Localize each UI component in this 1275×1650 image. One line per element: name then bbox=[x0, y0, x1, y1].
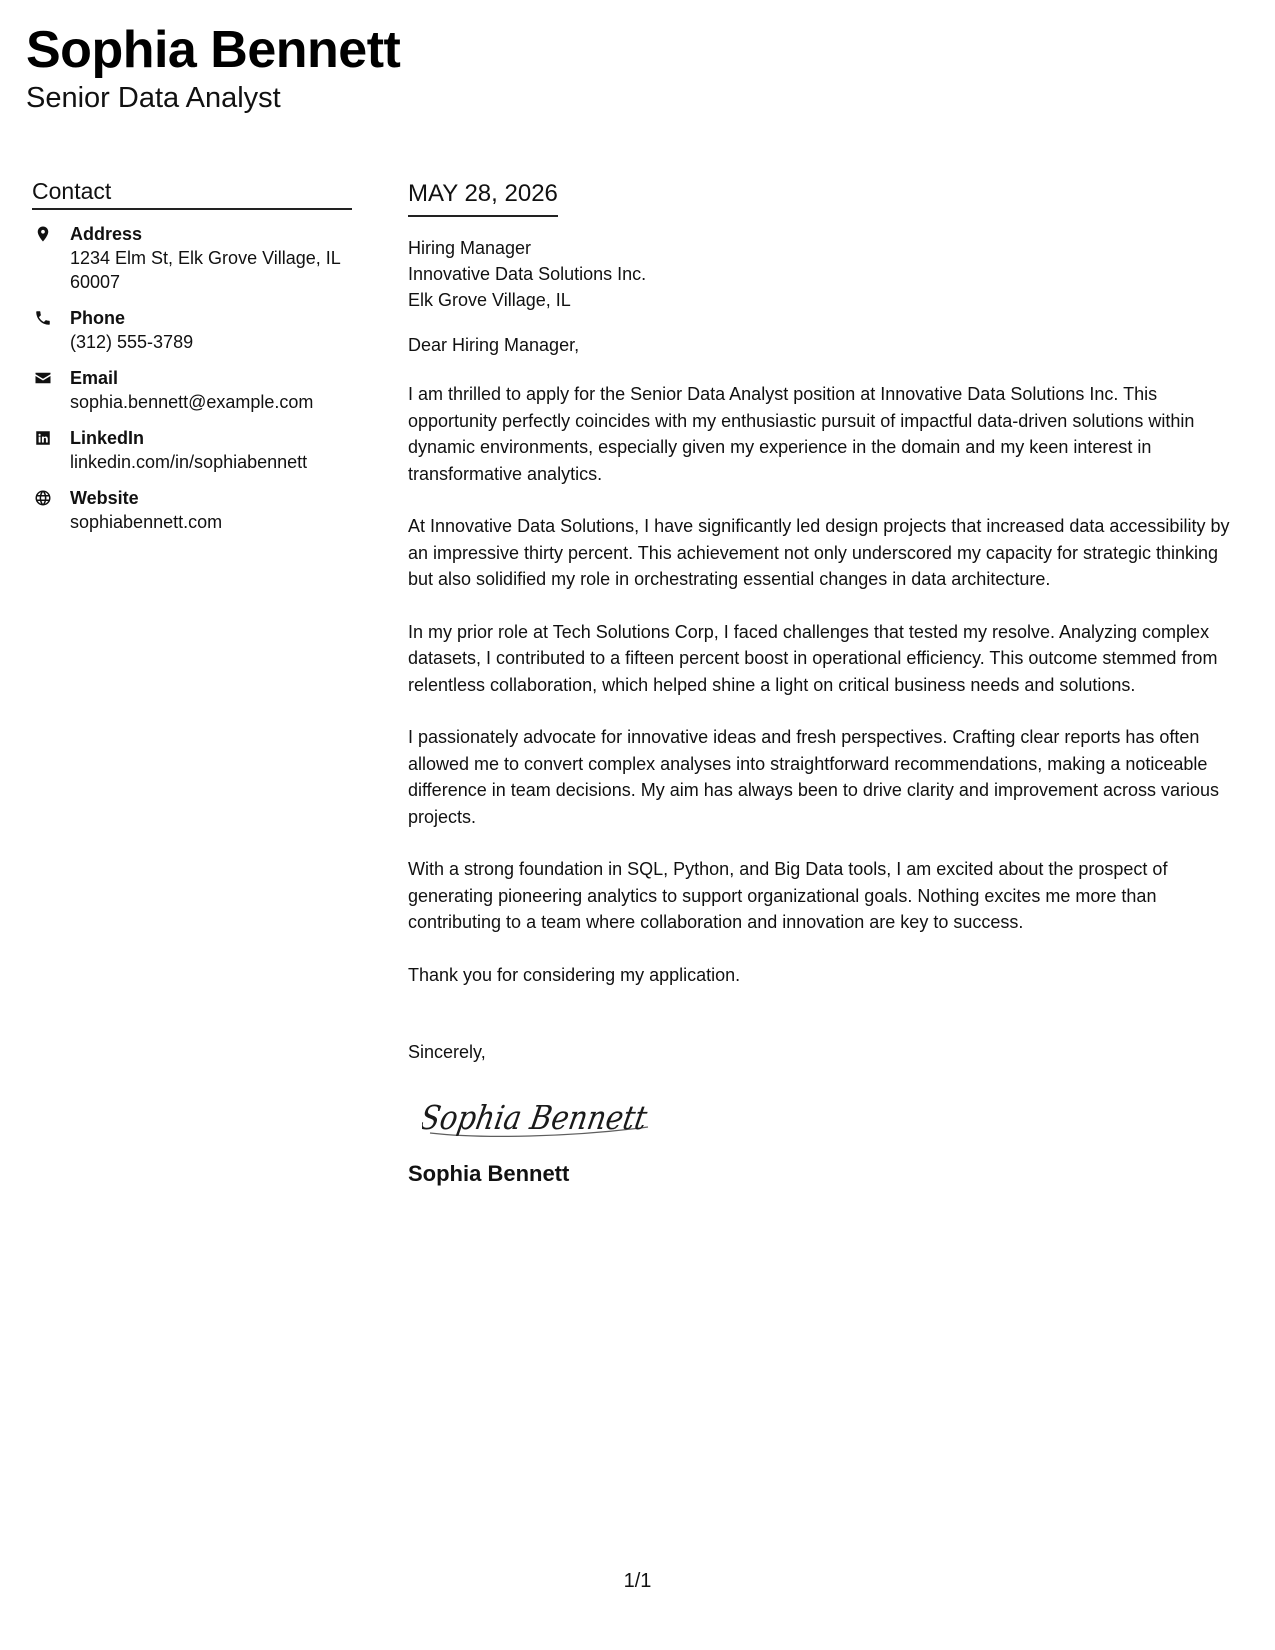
linkedin-label: LinkedIn bbox=[70, 427, 145, 448]
contact-sidebar bbox=[32, 178, 352, 534]
contact-address bbox=[32, 222, 352, 294]
phone-value: (312) 555-3789 bbox=[70, 331, 194, 352]
handwritten-signature bbox=[422, 1087, 662, 1147]
body-paragraph: In my prior role at Tech Solutions Corp, I faced challenges that tested my resolve. Analyzing complex datasets, I contributed to a fifteen percent boost in operational efficiency. This outcome stemmed from relentless collaboration, which helped shine a light on critical business needs and solutions. bbox=[408, 621, 1218, 695]
body-paragraph: I am thrilled to apply for the Senior Data Analyst position at Innovative Data Solutions Inc. This opportunity perfectly coincides with my enthusiastic pursuit of impactful data-driven solutions within dynamic environments, especially given my experience in the domain and my keen interest in transformative analytics. bbox=[408, 384, 1195, 484]
applicant-title: Senior Data Analyst bbox=[26, 82, 281, 115]
map-pin-icon bbox=[32, 223, 54, 245]
body-paragraph: At Innovative Data Solutions, I have significantly led design projects that increased data accessibility by an impressive thirty percent. This achievement not only underscored my capacity for strategic thinking but also solidified my role in orchestrating essential changes in data architecture. bbox=[408, 516, 1230, 590]
globe-icon bbox=[32, 487, 54, 509]
body-paragraph: With a strong foundation in SQL, Python, and Big Data tools, I am excited about the prospect of generating pioneering analytics to support organizational goals. Nothing excites me more than contributing to a team where collaboration and innovation are key to success. bbox=[408, 859, 1168, 933]
closing: Sincerely, bbox=[408, 1042, 486, 1063]
contact-website bbox=[32, 486, 352, 534]
svg-text:Sophia Bennett: Sophia Bennett bbox=[422, 1098, 662, 1138]
contact-phone bbox=[32, 306, 352, 354]
website-value: sophiabennett.com bbox=[70, 511, 223, 532]
linkedin-value: linkedin.com/in/sophiabennett bbox=[70, 451, 308, 472]
signer-name: Sophia Bennett bbox=[408, 1161, 570, 1187]
address-value: 1234 Elm St, Elk Grove Village, IL 60007 bbox=[70, 247, 341, 292]
phone-label: Phone bbox=[70, 307, 126, 328]
address-label: Address bbox=[70, 223, 143, 244]
recipient-location: Elk Grove Village, IL bbox=[408, 290, 571, 311]
email-label: Email bbox=[70, 367, 119, 388]
letter-date: MAY 28, 2026 bbox=[408, 178, 558, 217]
applicant-name: Sophia Bennett bbox=[26, 21, 401, 79]
email-value: sophia.bennett@example.com bbox=[70, 391, 314, 412]
linkedin-icon bbox=[32, 427, 54, 449]
thanks-line: Thank you for considering my application. bbox=[408, 964, 741, 985]
body-paragraph: I passionately advocate for innovative ideas and fresh perspectives. Crafting clear reports has often allowed me to convert complex analyses into straightforward recommendations, making a noticeable difference in team decisions. My aim has always been to drive clarity and improvement across various projects. bbox=[408, 727, 1220, 827]
salutation: Dear Hiring Manager, bbox=[408, 335, 580, 356]
website-label: Website bbox=[70, 487, 139, 508]
recipient-block bbox=[408, 235, 1248, 313]
page-number: 1/1 bbox=[623, 1570, 652, 1592]
phone-icon bbox=[32, 307, 54, 329]
envelope-icon bbox=[32, 367, 54, 389]
contact-linkedin bbox=[32, 426, 352, 474]
recipient-company: Innovative Data Solutions Inc. bbox=[408, 264, 647, 285]
letterhead bbox=[26, 22, 400, 116]
letter-body bbox=[408, 178, 1248, 1187]
contact-heading: Contact bbox=[32, 178, 352, 210]
recipient-name: Hiring Manager bbox=[408, 238, 532, 259]
contact-email bbox=[32, 366, 352, 414]
